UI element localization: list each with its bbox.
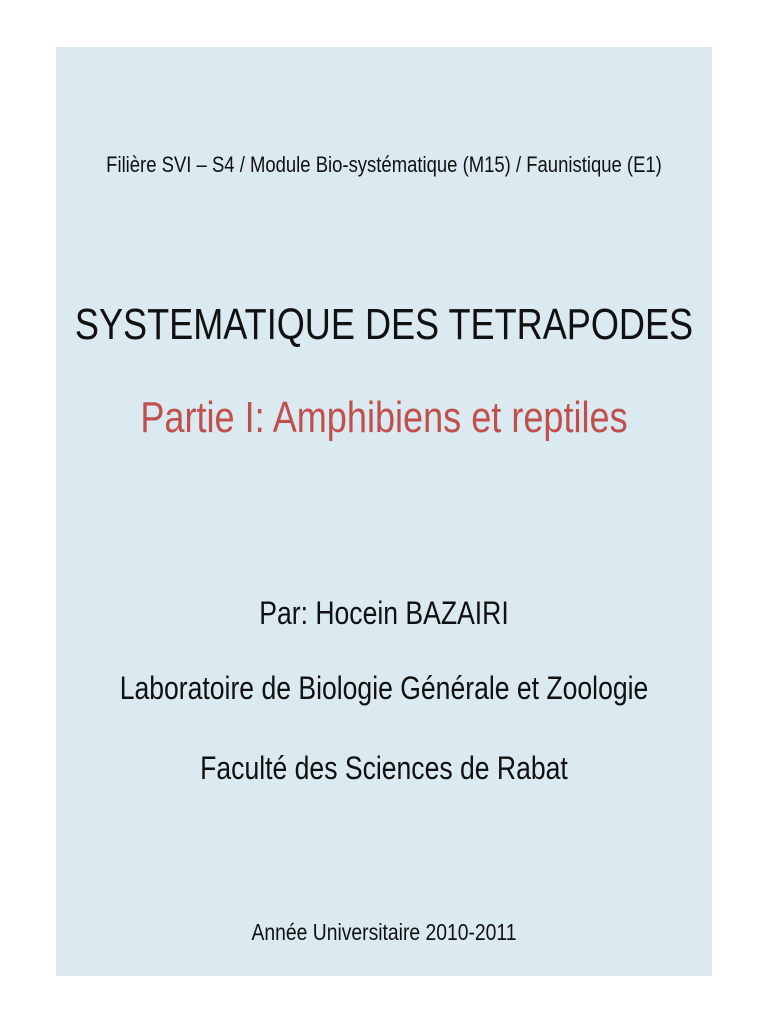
main-title: SYSTEMATIQUE DES TETRAPODES xyxy=(74,300,694,349)
laboratory-name: Laboratoire de Biologie Générale et Zoologie xyxy=(119,670,649,706)
faculty-name: Faculté des Sciences de Rabat xyxy=(200,750,568,786)
slide-background xyxy=(56,47,712,976)
part-title: Partie I: Amphibiens et reptiles xyxy=(140,393,628,442)
author-name: Par: Hocein BAZAIRI xyxy=(259,595,509,631)
academic-year: Année Universitaire 2010-2011 xyxy=(251,919,517,945)
program-subtitle: Filière SVI – S4 / Module Bio-systématique (M15) / Faunistique (E1) xyxy=(106,152,662,177)
